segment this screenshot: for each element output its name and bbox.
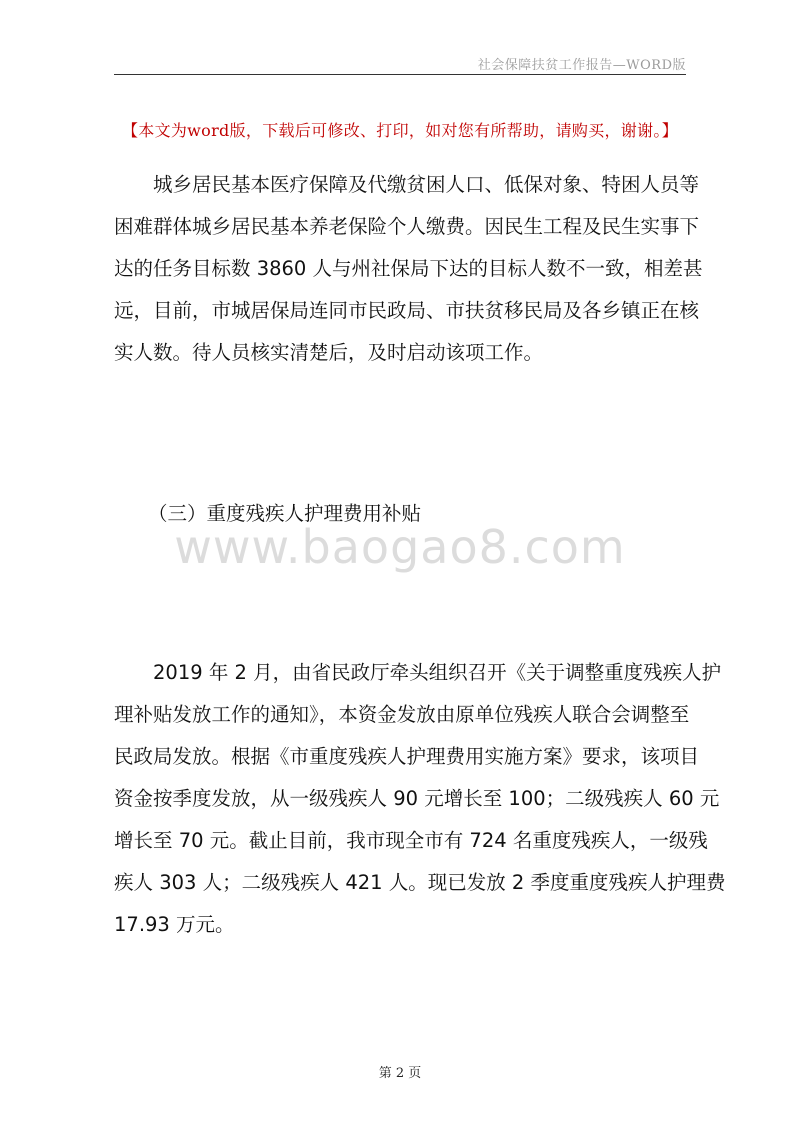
paragraph-line: 17.93 万元。: [114, 913, 235, 936]
paragraph-line: 2019 年 2 月，由省民政厅牵头组织召开《关于调整重度残疾人护: [153, 661, 722, 684]
page-number: 第 2 页: [378, 1066, 422, 1081]
paragraph-line: 疾人 303 人；二级残疾人 421 人。现已发放 2 季度重度残疾人护理费: [114, 871, 726, 894]
paragraph-line: 困难群体城乡居民基本养老保险个人缴费。因民生工程及民生实事下: [114, 215, 700, 238]
paragraph-line: 城乡居民基本医疗保障及代缴贫困人口、低保对象、特困人员等: [153, 173, 700, 196]
paragraph-line: 增长至 70 元。截止目前，我市现全市有 724 名重度残疾人，一级残: [114, 829, 708, 852]
section-heading: （三）重度残疾人护理费用补贴: [148, 502, 422, 525]
paragraph-line: 民政局发放。根据《市重度残疾人护理费用实施方案》要求，该项目: [114, 745, 700, 768]
paragraph-line: 远，目前，市城居保局连同市民政局、市扶贫移民局及各乡镇正在核: [114, 299, 700, 322]
paragraph-insurance-contribution: [114, 164, 703, 374]
purchase-notice: 【本文为word版，下载后可修改、打印，如对您有所帮助，请购买，谢谢。】: [121, 121, 679, 140]
paragraph-line: 理补贴发放工作的通知》，本资金发放由原单位残疾人联合会调整至: [114, 703, 690, 726]
header-divider: [114, 74, 686, 75]
paragraph-disability-subsidy: [114, 652, 726, 946]
watermark-text: www.baogao8.com: [174, 520, 626, 574]
paragraph-line: 实人数。待人员核实清楚后，及时启动该项工作。: [114, 341, 544, 364]
paragraph-line: 达的任务目标数 3860 人与州社保局下达的目标人数不一致，相差甚: [114, 257, 703, 280]
document-header-title: 社会保障扶贫工作报告—WORD版: [477, 58, 686, 73]
paragraph-line: 资金按季度发放，从一级残疾人 90 元增长至 100；二级残疾人 60 元: [114, 787, 720, 810]
